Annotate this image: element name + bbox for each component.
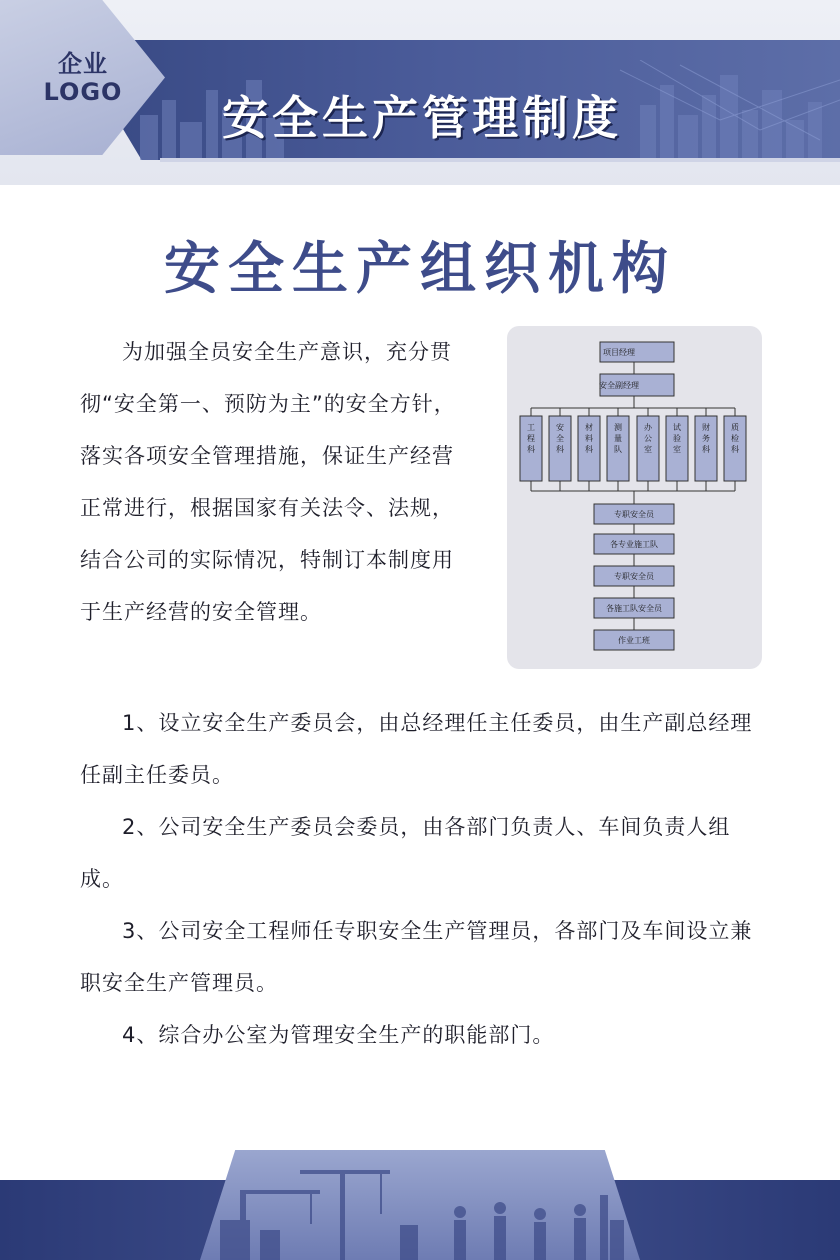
org-label-dept: 财务科 — [702, 423, 710, 454]
org-label-top: 项目经理 — [603, 348, 635, 357]
org-label-chain: 各施工队安全员 — [606, 604, 662, 613]
clause-item: 3、公司安全工程师任专职安全生产管理员，各部门及车间设立兼职安全生产管理员。 — [80, 919, 753, 995]
clause-list — [80, 697, 770, 1061]
org-label-dept: 质检科 — [731, 423, 739, 454]
org-label-dept: 材料科 — [585, 423, 593, 454]
section-title: 安全生产组织机构 — [164, 237, 676, 302]
org-label-dept: 工程科 — [527, 423, 535, 454]
org-chart — [507, 326, 762, 669]
org-label-chain: 各专业施工队 — [610, 540, 658, 549]
logo-line-1: 企业 — [58, 50, 108, 78]
clause-item: 4、综合办公室为管理安全生产的职能部门。 — [122, 1023, 555, 1047]
org-label-dept: 测量队 — [614, 423, 622, 454]
construction-scene-graphic — [200, 1150, 640, 1260]
org-label-second: 安全副经理 — [599, 381, 639, 390]
intro-paragraph: 为加强全员安全生产意识，充分贯彻“安全第一、预防为主”的安全方针，落实各项安全管理措施，保证生产经营正常进行，根据国家有关法令、法规，结合公司的实际情况，特制订本制度用于生产经营的安全管理。 — [80, 340, 456, 624]
header-rule — [160, 158, 840, 162]
clause-item: 2、公司安全生产委员会委员，由各部门负责人、车间负责人组成。 — [80, 815, 731, 891]
org-label-dept: 安全科 — [556, 423, 564, 454]
org-label-chain: 专职安全员 — [614, 572, 654, 581]
clause-item: 1、设立安全生产委员会，由总经理任主任委员，由生产副总经理任副主任委员。 — [80, 711, 753, 787]
company-logo — [38, 50, 128, 106]
org-label-chain: 专职安全员 — [614, 510, 654, 519]
org-label-chain: 作业工班 — [618, 636, 650, 645]
poster-header-title: 安全生产管理制度 — [222, 91, 622, 145]
org-chart-panel — [507, 326, 762, 669]
org-label-dept: 试验室 — [673, 423, 681, 454]
org-label-dept: 办公室 — [644, 423, 652, 454]
logo-line-2: LOGO — [43, 78, 123, 106]
